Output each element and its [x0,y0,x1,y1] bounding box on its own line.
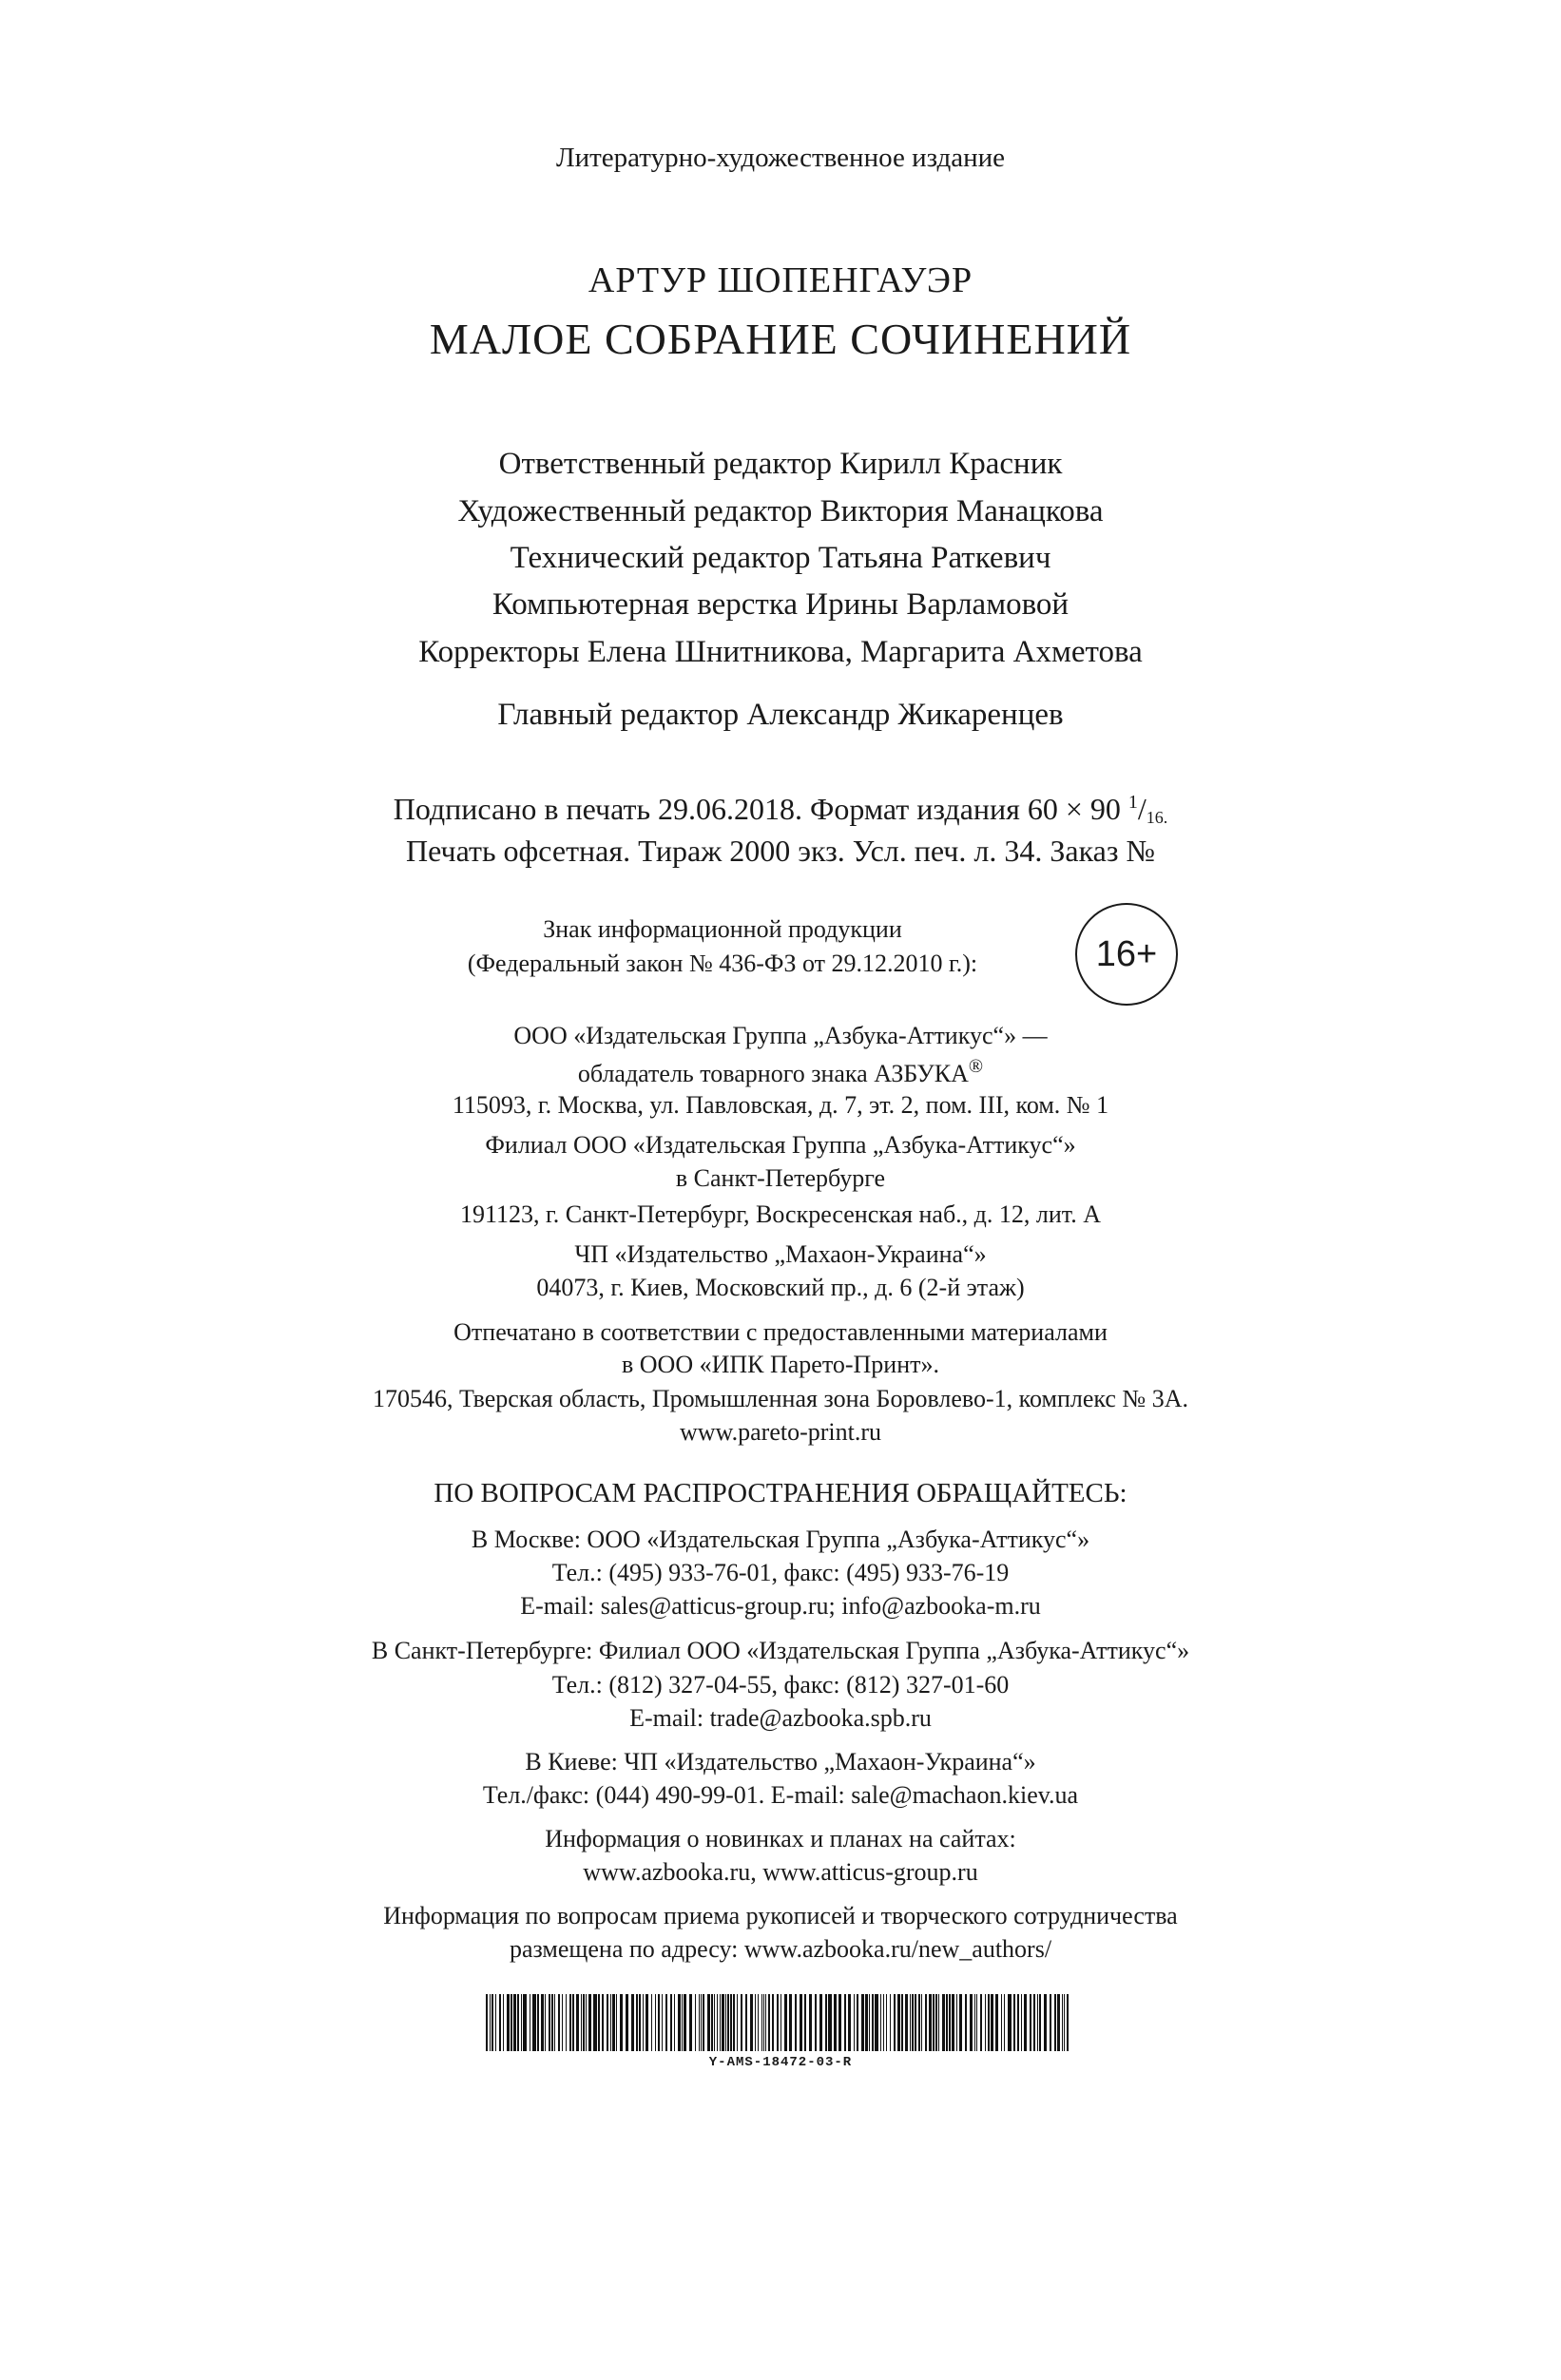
barcode-bar [912,1994,914,2051]
branch-line2: в Санкт-Петербурге [675,1164,886,1192]
barcode-bar [921,1994,922,2051]
barcode-bar [970,1994,973,2051]
author-name: АРТУР ШОПЕНГАУЭР [588,260,973,300]
barcode-bar [861,1994,864,2051]
barcode-bar [777,1994,779,2051]
barcode-bar [755,1994,756,2051]
barcode-bar [965,1994,967,2051]
barcode-bar [545,1994,546,2051]
barcode-bar [988,1994,990,2051]
barcode-bar [834,1994,837,2051]
kiev-publisher: ЧП «Издательство „Махаон-Украина“» [574,1240,987,1268]
moscow-contact: В Москве: ООО «Издательская Группа „Азбука-Аттикус“» [471,1526,1090,1553]
staff-proofreaders: Корректоры Елена Шнитникова, Маргарита Ахметова [418,635,1143,669]
barcode-bar [602,1994,604,2051]
publisher-line1: ООО «Издательская Группа „Азбука-Аттикус“» — [513,1022,1048,1049]
barcode-bar [551,1994,553,2051]
barcode-bar [588,1994,591,2051]
barcode-bar [741,1994,742,2051]
barcode-bar [838,1994,841,2051]
barcode-bar [521,1994,522,2051]
barcode-bar [643,1994,644,2051]
format-fraction-numerator: 1 [1127,792,1138,813]
barcode-bar [636,1994,638,2051]
barcode-bar [733,1994,735,2051]
print-info-line2: Печать офсетная. Тираж 2000 экз. Усл. печ. л. 34. Заказ № [405,834,1156,868]
barcode-bar [935,1994,937,2051]
staff-responsible-editor: Ответственный редактор Кирилл Красник [498,447,1063,481]
printer-line1: Отпечатано в соответствии с предоставленными материалами [453,1318,1108,1346]
barcode-bar [1017,1994,1019,2051]
barcode-bar [763,1994,764,2051]
barcode-bar [620,1994,623,2051]
barcode-bar [549,1994,550,2051]
spb-phone: Тел.: (812) 327-04-55, факс: (812) 327-01-60 [551,1671,1010,1699]
barcode-bar [730,1994,732,2051]
barcode-bar [974,1994,975,2051]
barcode-bar [714,1994,715,2051]
barcode-bar [583,1994,585,2051]
barcode-bar [780,1994,781,2051]
barcode-bar [646,1994,648,2051]
barcode-bar [976,1994,977,2051]
barcode-bar [1008,1994,1012,2051]
barcode-bar [894,1994,896,2051]
kiev-contact: В Киеве: ЧП «Издательство „Махаон-Украина“» [525,1748,1036,1775]
barcode-bar [1033,1994,1035,2051]
barcode-bar [815,1994,817,2051]
barcode-bar [765,1994,766,2051]
barcode-bar [1021,1994,1022,2051]
publisher-trademark: обладатель товарного знака АЗБУКА [577,1060,969,1087]
branch-address: 191123, г. Санкт-Петербург, Воскресенская наб., д. 12, лит. А [460,1200,1101,1228]
barcode-bar [1037,1994,1038,2051]
barcode-bar [610,1994,611,2051]
barcode-bar [929,1994,932,2051]
barcode-bar [593,1994,597,2051]
barcode-bar [1044,1994,1047,2051]
printer-line2: в ООО «ИПК Парето-Принт». [621,1351,939,1378]
barcode-bar [581,1994,582,2051]
barcode-bar [795,1994,797,2051]
barcode-bar [1050,1994,1051,2051]
barcode-bar [722,1994,724,2051]
moscow-phone: Тел.: (495) 933-76-01, факс: (495) 933-76-19 [551,1559,1010,1586]
barcode-bar [491,1994,493,2051]
barcode-bar [886,1994,887,2051]
barcode-bar [684,1994,686,2051]
barcode-bar [761,1994,762,2051]
staff-layout: Компьютерная верстка Ирины Варламовой [491,587,1070,622]
sites-line2: www.azbooka.ru, www.atticus-group.ru [583,1858,978,1886]
barcode-bar [616,1994,617,2051]
barcode-bar [541,1994,544,2051]
barcode-bar [513,1994,516,2051]
barcode-bar [631,1994,634,2051]
barcode-bar [933,1994,935,2051]
barcode-bar [745,1994,747,2051]
format-fraction-separator: / [1137,792,1147,826]
barcode-bar [925,1994,927,2051]
barcode-bar [717,1994,718,2051]
barcode-bar [985,1994,986,2051]
barcode-bar [800,1994,802,2051]
barcode-bar [1001,1994,1002,2051]
barcode-bar [880,1994,881,2051]
barcode-bars [486,1994,1075,2053]
barcode-bar [554,1994,555,2051]
barcode-bar [607,1994,608,2051]
barcode-bar [598,1994,600,2051]
barcode-bar [809,1994,812,2051]
barcode-bar [1064,1994,1065,2051]
barcode-bar [905,1994,908,2051]
barcode-bar [711,1994,713,2051]
barcode-bar [915,1994,916,2051]
barcode-bar [980,1994,982,2051]
barcode-bar [938,1994,939,2051]
barcode-bar [495,1994,496,2051]
spb-email: E-mail: trade@azbooka.spb.ru [629,1704,932,1732]
barcode-bar [662,1994,663,2051]
barcode-bar [758,1994,759,2051]
barcode-bar [1013,1994,1015,2051]
staff-technical-editor: Технический редактор Татьяна Раткевич [510,541,1051,575]
barcode-bar [569,1994,571,2051]
format-period: . [1163,808,1168,827]
barcode-bar [865,1994,868,2051]
barcode-bar [750,1994,753,2051]
barcode-bar [737,1994,738,2051]
barcode-bar [1004,1994,1005,2051]
spb-contact: В Санкт-Петербурге: Филиал ООО «Издательская Группа „Азбука-Аттикус“» [371,1637,1190,1664]
barcode-bar [562,1994,563,2051]
barcode-bar [490,1994,491,2051]
barcode-bar [626,1994,628,2051]
manuscripts-line1: Информация по вопросам приема рукописей и творческого сотрудничества [383,1902,1178,1929]
barcode-bar [1024,1994,1027,2051]
barcode-bar [576,1994,579,2051]
age-rating-badge: 16+ [1075,903,1178,1006]
chief-editor: Главный редактор Александр Жикаренцев [497,698,1064,732]
barcode-bar [1054,1994,1056,2051]
barcode-bar [1067,1994,1069,2051]
barcode-bar [651,1994,652,2051]
info-sign-line2: (Федеральный закон № 436-ФЗ от 29.12.2010 г.): [467,950,978,977]
branch-line1: Филиал ООО «Издательская Группа „Азбука-Аттикус“» [485,1131,1076,1159]
barcode-bar [486,1994,488,2051]
barcode-bar [695,1994,696,2051]
barcode-bar [720,1994,721,2051]
sites-line1: Информация о новинках и планах на сайтах: [545,1825,1016,1852]
barcode-bar [689,1994,692,2051]
staff-art-editor: Художественный редактор Виктория Манацкова [457,494,1104,528]
barcode-bar [537,1994,539,2051]
print-info-line1 [0,793,1561,826]
barcode-bar [727,1994,729,2051]
barcode-bar [857,1994,858,2051]
barcode-bar [612,1994,615,2051]
barcode-bar [918,1994,920,2051]
barcode-bar [674,1994,675,2051]
print-info-text: Подписано в печать 29.06.2018. Формат издания 60 × 90 [393,792,1121,826]
barcode-bar [682,1994,683,2051]
registered-mark: ® [968,1056,984,1077]
barcode-bar [1062,1994,1063,2051]
barcode-bar [804,1994,806,2051]
printer-website: www.pareto-print.ru [679,1418,882,1446]
barcode-bar [828,1994,832,2051]
barcode-bar [869,1994,870,2051]
barcode-bar [844,1994,846,2051]
barcode-bar [772,1994,774,2051]
barcode-bar [995,1994,998,2051]
edition-type: Литературно-художественное издание [555,143,1006,173]
barcode-bar [499,1994,501,2051]
barcode-bar [655,1994,656,2051]
barcode-bar [784,1994,787,2051]
barcode-bar [952,1994,954,2051]
barcode-bar [572,1994,574,2051]
publisher-address: 115093, г. Москва, ул. Павловская, д. 7, эт. 2, пом. III, ком. № 1 [452,1091,1109,1119]
barcode-bar [872,1994,874,2051]
barcode-bar [875,1994,878,2051]
barcode-bar [566,1994,567,2051]
printer-address: 170546, Тверская область, Промышленная зона Боровлево-1, комплекс № 3А. [373,1385,1188,1412]
barcode-bar [639,1994,641,2051]
barcode-bar [517,1994,519,2051]
barcode-bar [946,1994,948,2051]
barcode-bar [558,1994,560,2051]
info-sign-line1: Знак информационной продукции [543,915,902,943]
barcode-bar [703,1994,704,2051]
barcode-bar [586,1994,587,2051]
barcode-bar [1030,1994,1031,2051]
barcode-bar [725,1994,726,2051]
barcode-bar [511,1994,512,2051]
barcode-bar [956,1994,957,2051]
barcode-bar [901,1994,903,2051]
barcode-bar [959,1994,962,2051]
info-sign-block [0,903,1561,1008]
barcode-bar [949,1994,951,2051]
barcode-code: Y-AMS-18472-03-R [708,2055,853,2070]
moscow-email: E-mail: sales@atticus-group.ru; info@azbooka-m.ru [520,1592,1041,1620]
barcode-bar [1039,1994,1041,2051]
barcode-bar [883,1994,884,2051]
distribution-heading: ПО ВОПРОСАМ РАСПРОСТРАНЕНИЯ ОБРАЩАЙТЕСЬ: [434,1478,1127,1508]
barcode-bar [819,1994,822,2051]
barcode-bar [701,1994,702,2051]
barcode-bar [507,1994,510,2051]
barcode-bar [890,1994,891,2051]
publisher-line2 [0,1057,1561,1086]
barcode-bar [670,1994,672,2051]
barcode [486,1994,1075,2082]
barcode-bar [678,1994,681,2051]
barcode-bar [825,1994,827,2051]
barcode-bar [897,1994,900,2051]
barcode-bar [707,1994,710,2051]
kiev-address: 04073, г. Киев, Московский пр., д. 6 (2-й этаж) [536,1274,1025,1301]
book-title: МАЛОЕ СОБРАНИЕ СОЧИНЕНИЙ [429,315,1132,363]
barcode-bar [532,1994,536,2051]
barcode-bar [699,1994,700,2051]
barcode-bar [991,1994,993,2051]
manuscripts-line2: размещена по адресу: www.azbooka.ru/new_authors/ [509,1935,1052,1963]
barcode-bar [854,1994,855,2051]
barcode-bar [523,1994,527,2051]
info-sign-text [390,912,1055,981]
barcode-bar [1057,1994,1060,2051]
barcode-bar [848,1994,851,2051]
format-fraction-denominator: 16 [1146,808,1164,827]
barcode-bar [768,1994,770,2051]
barcode-bar [503,1994,504,2051]
barcode-bar [910,1994,911,2051]
barcode-bar [789,1994,792,2051]
kiev-phone: Тел./факс: (044) 490-99-01. E-mail: sale@machaon.kiev.ua [482,1781,1079,1809]
barcode-bar [658,1994,660,2051]
barcode-bar [665,1994,667,2051]
barcode-bar [942,1994,945,2051]
